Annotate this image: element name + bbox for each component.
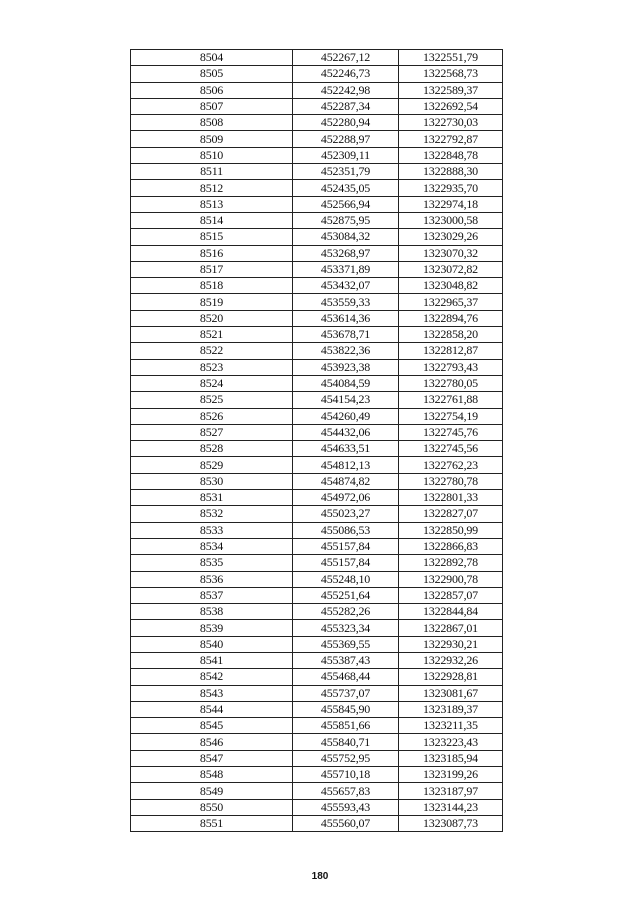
table-row <box>131 669 503 685</box>
y-coordinate-cell: 1322589,37 <box>399 82 503 98</box>
table-row <box>131 212 503 228</box>
table-row <box>131 767 503 783</box>
x-coordinate-cell: 455468,44 <box>293 669 399 685</box>
point-number-cell: 8513 <box>131 196 293 212</box>
y-coordinate-cell: 1322551,79 <box>399 50 503 66</box>
table-row <box>131 701 503 717</box>
table-row <box>131 685 503 701</box>
table-row <box>131 555 503 571</box>
x-coordinate-cell: 454874,82 <box>293 473 399 489</box>
x-coordinate-cell: 452267,12 <box>293 50 399 66</box>
point-number-cell: 8528 <box>131 441 293 457</box>
table-row <box>131 261 503 277</box>
table-row <box>131 522 503 538</box>
y-coordinate-cell: 1322892,78 <box>399 555 503 571</box>
point-number-cell: 8511 <box>131 164 293 180</box>
y-coordinate-cell: 1323185,94 <box>399 750 503 766</box>
point-number-cell: 8521 <box>131 327 293 343</box>
point-number-cell: 8524 <box>131 375 293 391</box>
point-number-cell: 8546 <box>131 734 293 750</box>
y-coordinate-cell: 1323048,82 <box>399 278 503 294</box>
x-coordinate-cell: 452309,11 <box>293 147 399 163</box>
y-coordinate-cell: 1322888,30 <box>399 164 503 180</box>
y-coordinate-cell: 1322754,19 <box>399 408 503 424</box>
x-coordinate-cell: 455023,27 <box>293 506 399 522</box>
table-row <box>131 82 503 98</box>
point-number-cell: 8507 <box>131 98 293 114</box>
x-coordinate-cell: 455710,18 <box>293 767 399 783</box>
y-coordinate-cell: 1322780,78 <box>399 473 503 489</box>
y-coordinate-cell: 1323070,32 <box>399 245 503 261</box>
point-number-cell: 8549 <box>131 783 293 799</box>
table-row <box>131 457 503 473</box>
x-coordinate-cell: 452280,94 <box>293 115 399 131</box>
point-number-cell: 8509 <box>131 131 293 147</box>
y-coordinate-cell: 1323144,23 <box>399 799 503 815</box>
y-coordinate-cell: 1323199,26 <box>399 767 503 783</box>
x-coordinate-cell: 454633,51 <box>293 441 399 457</box>
table-row <box>131 196 503 212</box>
x-coordinate-cell: 455840,71 <box>293 734 399 750</box>
x-coordinate-cell: 454154,23 <box>293 392 399 408</box>
x-coordinate-cell: 455657,83 <box>293 783 399 799</box>
y-coordinate-cell: 1322792,87 <box>399 131 503 147</box>
point-number-cell: 8548 <box>131 767 293 783</box>
x-coordinate-cell: 455369,55 <box>293 636 399 652</box>
point-number-cell: 8540 <box>131 636 293 652</box>
table-row <box>131 66 503 82</box>
x-coordinate-cell: 453614,36 <box>293 310 399 326</box>
y-coordinate-cell: 1322866,83 <box>399 538 503 554</box>
point-number-cell: 8531 <box>131 490 293 506</box>
x-coordinate-cell: 455251,64 <box>293 587 399 603</box>
x-coordinate-cell: 453371,89 <box>293 261 399 277</box>
y-coordinate-cell: 1322745,76 <box>399 424 503 440</box>
table-row <box>131 359 503 375</box>
point-number-cell: 8547 <box>131 750 293 766</box>
table-row <box>131 750 503 766</box>
y-coordinate-cell: 1322930,21 <box>399 636 503 652</box>
table-row <box>131 441 503 457</box>
x-coordinate-cell: 452288,97 <box>293 131 399 147</box>
point-number-cell: 8532 <box>131 506 293 522</box>
point-number-cell: 8544 <box>131 701 293 717</box>
point-number-cell: 8529 <box>131 457 293 473</box>
point-number-cell: 8512 <box>131 180 293 196</box>
x-coordinate-cell: 454084,59 <box>293 375 399 391</box>
point-number-cell: 8542 <box>131 669 293 685</box>
y-coordinate-cell: 1322935,70 <box>399 180 503 196</box>
table-row <box>131 278 503 294</box>
table-row <box>131 327 503 343</box>
point-number-cell: 8518 <box>131 278 293 294</box>
table-row <box>131 180 503 196</box>
x-coordinate-cell: 453822,36 <box>293 343 399 359</box>
point-number-cell: 8508 <box>131 115 293 131</box>
y-coordinate-cell: 1322812,87 <box>399 343 503 359</box>
point-number-cell: 8535 <box>131 555 293 571</box>
coordinates-table-body <box>131 50 503 832</box>
point-number-cell: 8533 <box>131 522 293 538</box>
table-row <box>131 604 503 620</box>
y-coordinate-cell: 1323187,97 <box>399 783 503 799</box>
point-number-cell: 8545 <box>131 718 293 734</box>
x-coordinate-cell: 455752,95 <box>293 750 399 766</box>
y-coordinate-cell: 1322762,23 <box>399 457 503 473</box>
x-coordinate-cell: 455323,34 <box>293 620 399 636</box>
x-coordinate-cell: 453923,38 <box>293 359 399 375</box>
point-number-cell: 8551 <box>131 815 293 831</box>
x-coordinate-cell: 455086,53 <box>293 522 399 538</box>
table-row <box>131 490 503 506</box>
table-row <box>131 408 503 424</box>
x-coordinate-cell: 455737,07 <box>293 685 399 701</box>
table-row <box>131 799 503 815</box>
x-coordinate-cell: 453084,32 <box>293 229 399 245</box>
y-coordinate-cell: 1322894,76 <box>399 310 503 326</box>
table-row <box>131 245 503 261</box>
y-coordinate-cell: 1323081,67 <box>399 685 503 701</box>
y-coordinate-cell: 1322761,88 <box>399 392 503 408</box>
y-coordinate-cell: 1322867,01 <box>399 620 503 636</box>
table-row <box>131 147 503 163</box>
x-coordinate-cell: 453678,71 <box>293 327 399 343</box>
point-number-cell: 8538 <box>131 604 293 620</box>
x-coordinate-cell: 455248,10 <box>293 571 399 587</box>
y-coordinate-cell: 1322928,81 <box>399 669 503 685</box>
table-row <box>131 392 503 408</box>
point-number-cell: 8539 <box>131 620 293 636</box>
point-number-cell: 8520 <box>131 310 293 326</box>
point-number-cell: 8510 <box>131 147 293 163</box>
x-coordinate-cell: 454432,06 <box>293 424 399 440</box>
x-coordinate-cell: 452242,98 <box>293 82 399 98</box>
x-coordinate-cell: 452246,73 <box>293 66 399 82</box>
point-number-cell: 8522 <box>131 343 293 359</box>
table-row <box>131 587 503 603</box>
y-coordinate-cell: 1323000,58 <box>399 212 503 228</box>
table-row <box>131 98 503 114</box>
y-coordinate-cell: 1322965,37 <box>399 294 503 310</box>
x-coordinate-cell: 454972,06 <box>293 490 399 506</box>
table-row <box>131 229 503 245</box>
point-number-cell: 8523 <box>131 359 293 375</box>
x-coordinate-cell: 454260,49 <box>293 408 399 424</box>
y-coordinate-cell: 1322900,78 <box>399 571 503 587</box>
point-number-cell: 8525 <box>131 392 293 408</box>
x-coordinate-cell: 452875,95 <box>293 212 399 228</box>
x-coordinate-cell: 455157,84 <box>293 555 399 571</box>
point-number-cell: 8506 <box>131 82 293 98</box>
coordinates-table <box>130 49 503 832</box>
table-row <box>131 310 503 326</box>
table-row <box>131 783 503 799</box>
table-row <box>131 343 503 359</box>
table-row <box>131 424 503 440</box>
y-coordinate-cell: 1322692,54 <box>399 98 503 114</box>
y-coordinate-cell: 1322568,73 <box>399 66 503 82</box>
y-coordinate-cell: 1323211,35 <box>399 718 503 734</box>
table-row <box>131 815 503 831</box>
point-number-cell: 8543 <box>131 685 293 701</box>
page-number: 180 <box>311 871 329 882</box>
y-coordinate-cell: 1323087,73 <box>399 815 503 831</box>
table-row <box>131 734 503 750</box>
table-row <box>131 652 503 668</box>
x-coordinate-cell: 455282,26 <box>293 604 399 620</box>
x-coordinate-cell: 452566,94 <box>293 196 399 212</box>
x-coordinate-cell: 455560,07 <box>293 815 399 831</box>
point-number-cell: 8534 <box>131 538 293 554</box>
point-number-cell: 8550 <box>131 799 293 815</box>
y-coordinate-cell: 1322974,18 <box>399 196 503 212</box>
table-row <box>131 164 503 180</box>
point-number-cell: 8526 <box>131 408 293 424</box>
x-coordinate-cell: 453559,33 <box>293 294 399 310</box>
x-coordinate-cell: 453432,07 <box>293 278 399 294</box>
point-number-cell: 8516 <box>131 245 293 261</box>
x-coordinate-cell: 455851,66 <box>293 718 399 734</box>
table-row <box>131 473 503 489</box>
y-coordinate-cell: 1322848,78 <box>399 147 503 163</box>
point-number-cell: 8530 <box>131 473 293 489</box>
x-coordinate-cell: 452287,34 <box>293 98 399 114</box>
y-coordinate-cell: 1322780,05 <box>399 375 503 391</box>
x-coordinate-cell: 455387,43 <box>293 652 399 668</box>
y-coordinate-cell: 1323189,37 <box>399 701 503 717</box>
y-coordinate-cell: 1322858,20 <box>399 327 503 343</box>
x-coordinate-cell: 452435,05 <box>293 180 399 196</box>
point-number-cell: 8536 <box>131 571 293 587</box>
y-coordinate-cell: 1322857,07 <box>399 587 503 603</box>
table-row <box>131 50 503 66</box>
point-number-cell: 8527 <box>131 424 293 440</box>
y-coordinate-cell: 1323029,26 <box>399 229 503 245</box>
y-coordinate-cell: 1323223,43 <box>399 734 503 750</box>
x-coordinate-cell: 453268,97 <box>293 245 399 261</box>
point-number-cell: 8517 <box>131 261 293 277</box>
point-number-cell: 8515 <box>131 229 293 245</box>
point-number-cell: 8541 <box>131 652 293 668</box>
table-row <box>131 718 503 734</box>
table-row <box>131 115 503 131</box>
point-number-cell: 8514 <box>131 212 293 228</box>
y-coordinate-cell: 1322932,26 <box>399 652 503 668</box>
point-number-cell: 8504 <box>131 50 293 66</box>
table-row <box>131 375 503 391</box>
y-coordinate-cell: 1323072,82 <box>399 261 503 277</box>
y-coordinate-cell: 1322844,84 <box>399 604 503 620</box>
x-coordinate-cell: 455593,43 <box>293 799 399 815</box>
table-row <box>131 294 503 310</box>
x-coordinate-cell: 454812,13 <box>293 457 399 473</box>
x-coordinate-cell: 452351,79 <box>293 164 399 180</box>
table-row <box>131 620 503 636</box>
point-number-cell: 8505 <box>131 66 293 82</box>
point-number-cell: 8537 <box>131 587 293 603</box>
point-number-cell: 8519 <box>131 294 293 310</box>
y-coordinate-cell: 1322793,43 <box>399 359 503 375</box>
y-coordinate-cell: 1322730,03 <box>399 115 503 131</box>
y-coordinate-cell: 1322801,33 <box>399 490 503 506</box>
x-coordinate-cell: 455845,90 <box>293 701 399 717</box>
table-row <box>131 538 503 554</box>
y-coordinate-cell: 1322745,56 <box>399 441 503 457</box>
y-coordinate-cell: 1322827,07 <box>399 506 503 522</box>
table-row <box>131 636 503 652</box>
table-row <box>131 131 503 147</box>
table-row <box>131 571 503 587</box>
table-row <box>131 506 503 522</box>
y-coordinate-cell: 1322850,99 <box>399 522 503 538</box>
x-coordinate-cell: 455157,84 <box>293 538 399 554</box>
